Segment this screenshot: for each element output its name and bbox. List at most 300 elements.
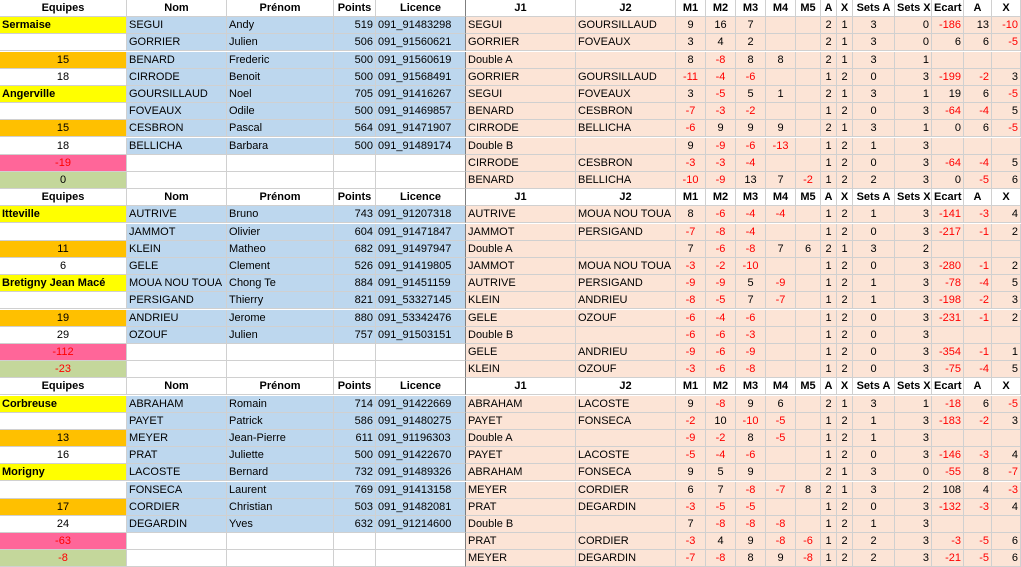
cell-m3[interactable]: 2 [736, 34, 766, 51]
cell-equipes[interactable]: -19 [0, 155, 127, 172]
cell-m2[interactable]: -8 [706, 52, 736, 69]
cell-nom[interactable]: GOURSILLAUD [127, 86, 227, 103]
cell-nom[interactable]: FONSECA [127, 482, 227, 499]
cell-sets-x[interactable]: 3 [895, 275, 932, 292]
cell-m3[interactable]: -4 [736, 206, 766, 223]
cell-m5[interactable] [796, 86, 821, 103]
cell-nom[interactable]: JAMMOT [127, 224, 227, 241]
cell-m1[interactable]: -3 [676, 499, 706, 516]
cell-j1[interactable]: GORRIER [466, 34, 576, 51]
cell-m4[interactable] [766, 310, 796, 327]
cell-sets-x[interactable]: 3 [895, 550, 932, 567]
cell-m4[interactable] [766, 224, 796, 241]
cell-a[interactable]: 1 [821, 155, 837, 172]
cell-prenom[interactable]: Chong Te [227, 275, 334, 292]
cell-licence[interactable]: 091_91471907 [376, 120, 466, 137]
cell-j1[interactable]: PRAT [466, 499, 576, 516]
cell-j2[interactable]: PERSIGAND [576, 275, 676, 292]
cell-a[interactable]: 1 [821, 361, 837, 378]
cell-x2[interactable]: -3 [992, 482, 1021, 499]
cell-m1[interactable]: 9 [676, 138, 706, 155]
cell-ecart[interactable] [932, 138, 964, 155]
cell-prenom[interactable]: Julien [227, 34, 334, 51]
cell-sets-a[interactable]: 3 [853, 34, 895, 51]
cell-prenom[interactable]: Matheo [227, 241, 334, 258]
cell-a[interactable]: 1 [821, 447, 837, 464]
cell-licence[interactable]: 091_91471847 [376, 224, 466, 241]
cell-ecart[interactable] [932, 52, 964, 69]
cell-licence[interactable] [376, 361, 466, 378]
cell-m2[interactable]: -6 [706, 361, 736, 378]
cell-a[interactable]: 1 [821, 275, 837, 292]
cell-j1[interactable]: KLEIN [466, 361, 576, 378]
cell-sets-x[interactable]: 3 [895, 447, 932, 464]
cell-a[interactable]: 2 [821, 241, 837, 258]
cell-points[interactable] [334, 172, 376, 189]
cell-equipes[interactable] [0, 224, 127, 241]
cell-ecart[interactable]: -18 [932, 396, 964, 413]
cell-equipes[interactable]: 6 [0, 258, 127, 275]
cell-sets-a[interactable]: 1 [853, 516, 895, 533]
cell-points[interactable]: 714 [334, 396, 376, 413]
cell-j1[interactable]: BENARD [466, 172, 576, 189]
cell-m2[interactable]: -6 [706, 327, 736, 344]
cell-sets-x[interactable]: 3 [895, 258, 932, 275]
cell-nom[interactable]: ANDRIEU [127, 310, 227, 327]
cell-j2[interactable]: DEGARDIN [576, 550, 676, 567]
cell-nom[interactable] [127, 155, 227, 172]
cell-m3[interactable]: -5 [736, 499, 766, 516]
cell-sets-x[interactable]: 3 [895, 344, 932, 361]
cell-nom[interactable]: GORRIER [127, 34, 227, 51]
cell-prenom[interactable] [227, 344, 334, 361]
cell-equipes[interactable] [0, 413, 127, 430]
cell-prenom[interactable]: Barbara [227, 138, 334, 155]
cell-ecart[interactable]: -183 [932, 413, 964, 430]
cell-m4[interactable]: -7 [766, 482, 796, 499]
cell-a[interactable]: 1 [821, 430, 837, 447]
cell-x[interactable]: 1 [837, 396, 853, 413]
cell-ecart[interactable]: -132 [932, 499, 964, 516]
cell-sets-a[interactable]: 2 [853, 172, 895, 189]
cell-m3[interactable]: 9 [736, 464, 766, 481]
cell-j2[interactable]: LACOSTE [576, 396, 676, 413]
cell-points[interactable]: 503 [334, 499, 376, 516]
cell-j1[interactable]: Double B [466, 138, 576, 155]
cell-nom[interactable] [127, 361, 227, 378]
cell-m3[interactable]: 5 [736, 86, 766, 103]
cell-equipes[interactable]: Morigny [0, 464, 127, 481]
cell-points[interactable]: 611 [334, 430, 376, 447]
cell-m3[interactable]: -8 [736, 241, 766, 258]
cell-prenom[interactable]: Odile [227, 103, 334, 120]
cell-ecart[interactable]: 108 [932, 482, 964, 499]
cell-sets-a[interactable]: 0 [853, 499, 895, 516]
cell-m1[interactable]: -9 [676, 275, 706, 292]
cell-j1[interactable]: ABRAHAM [466, 464, 576, 481]
cell-m1[interactable]: -6 [676, 310, 706, 327]
cell-a[interactable]: 1 [821, 172, 837, 189]
cell-points[interactable]: 757 [334, 327, 376, 344]
cell-licence[interactable]: 091_91482081 [376, 499, 466, 516]
cell-a2[interactable] [964, 138, 992, 155]
cell-prenom[interactable]: Noel [227, 86, 334, 103]
cell-x2[interactable]: 5 [992, 155, 1021, 172]
cell-ecart[interactable]: -3 [932, 533, 964, 550]
cell-nom[interactable] [127, 172, 227, 189]
cell-m4[interactable] [766, 327, 796, 344]
cell-licence[interactable]: 091_53342476 [376, 310, 466, 327]
cell-x2[interactable]: 1 [992, 344, 1021, 361]
cell-equipes[interactable]: 13 [0, 430, 127, 447]
cell-m3[interactable]: 9 [736, 533, 766, 550]
cell-points[interactable]: 682 [334, 241, 376, 258]
cell-points[interactable] [334, 361, 376, 378]
cell-a2[interactable]: -4 [964, 103, 992, 120]
cell-x[interactable]: 2 [837, 206, 853, 223]
cell-ecart[interactable]: 0 [932, 172, 964, 189]
cell-a[interactable]: 1 [821, 413, 837, 430]
cell-a2[interactable]: -3 [964, 206, 992, 223]
cell-points[interactable]: 743 [334, 206, 376, 223]
cell-nom[interactable]: AUTRIVE [127, 206, 227, 223]
cell-j1[interactable]: SEGUI [466, 86, 576, 103]
cell-sets-a[interactable]: 0 [853, 327, 895, 344]
cell-a2[interactable]: -1 [964, 258, 992, 275]
cell-licence[interactable]: 091_91489174 [376, 138, 466, 155]
cell-licence[interactable]: 091_91451159 [376, 275, 466, 292]
cell-m5[interactable] [796, 52, 821, 69]
cell-sets-a[interactable]: 3 [853, 86, 895, 103]
cell-a[interactable]: 1 [821, 103, 837, 120]
cell-sets-a[interactable]: 1 [853, 275, 895, 292]
cell-x[interactable]: 2 [837, 413, 853, 430]
cell-equipes[interactable]: 19 [0, 310, 127, 327]
cell-a2[interactable]: 13 [964, 17, 992, 34]
cell-sets-a[interactable]: 3 [853, 464, 895, 481]
cell-m1[interactable]: 9 [676, 17, 706, 34]
cell-m4[interactable] [766, 103, 796, 120]
cell-sets-x[interactable]: 1 [895, 120, 932, 137]
cell-a[interactable]: 2 [821, 52, 837, 69]
cell-m2[interactable]: -8 [706, 550, 736, 567]
cell-j1[interactable]: Double A [466, 241, 576, 258]
cell-a2[interactable]: -4 [964, 275, 992, 292]
cell-prenom[interactable]: Patrick [227, 413, 334, 430]
cell-a2[interactable]: -5 [964, 533, 992, 550]
cell-x2[interactable]: 6 [992, 533, 1021, 550]
cell-sets-x[interactable]: 3 [895, 155, 932, 172]
cell-sets-a[interactable]: 2 [853, 550, 895, 567]
cell-m5[interactable] [796, 447, 821, 464]
cell-x[interactable]: 1 [837, 17, 853, 34]
cell-ecart[interactable]: 19 [932, 86, 964, 103]
cell-m4[interactable] [766, 258, 796, 275]
cell-j2[interactable]: CESBRON [576, 103, 676, 120]
cell-ecart[interactable]: -64 [932, 103, 964, 120]
cell-licence[interactable] [376, 172, 466, 189]
cell-m3[interactable]: 9 [736, 396, 766, 413]
cell-a[interactable]: 1 [821, 69, 837, 86]
cell-x[interactable]: 1 [837, 120, 853, 137]
cell-j2[interactable]: FOVEAUX [576, 34, 676, 51]
cell-prenom[interactable]: Clement [227, 258, 334, 275]
cell-sets-x[interactable]: 3 [895, 172, 932, 189]
cell-equipes[interactable]: Sermaise [0, 17, 127, 34]
cell-m2[interactable]: -4 [706, 69, 736, 86]
cell-m5[interactable] [796, 499, 821, 516]
cell-a2[interactable] [964, 52, 992, 69]
cell-a2[interactable]: -2 [964, 69, 992, 86]
cell-m5[interactable]: 6 [796, 241, 821, 258]
cell-sets-x[interactable]: 3 [895, 292, 932, 309]
cell-nom[interactable]: CIRRODE [127, 69, 227, 86]
cell-m5[interactable]: -8 [796, 550, 821, 567]
cell-m1[interactable]: -3 [676, 533, 706, 550]
cell-prenom[interactable]: Olivier [227, 224, 334, 241]
cell-a[interactable]: 1 [821, 206, 837, 223]
cell-j1[interactable]: BENARD [466, 103, 576, 120]
cell-sets-a[interactable]: 1 [853, 413, 895, 430]
cell-x2[interactable] [992, 241, 1021, 258]
cell-m4[interactable] [766, 344, 796, 361]
cell-sets-a[interactable]: 0 [853, 361, 895, 378]
cell-sets-a[interactable]: 2 [853, 533, 895, 550]
cell-points[interactable] [334, 550, 376, 567]
cell-prenom[interactable]: Christian [227, 499, 334, 516]
cell-a[interactable]: 1 [821, 344, 837, 361]
cell-ecart[interactable]: -280 [932, 258, 964, 275]
cell-m4[interactable]: -8 [766, 516, 796, 533]
cell-m1[interactable]: -7 [676, 550, 706, 567]
cell-sets-x[interactable]: 3 [895, 361, 932, 378]
cell-m5[interactable] [796, 310, 821, 327]
cell-m1[interactable]: -6 [676, 327, 706, 344]
cell-m2[interactable]: -9 [706, 275, 736, 292]
cell-points[interactable]: 586 [334, 413, 376, 430]
cell-j2[interactable] [576, 327, 676, 344]
cell-x[interactable]: 2 [837, 69, 853, 86]
cell-equipes[interactable]: 18 [0, 138, 127, 155]
cell-licence[interactable]: 091_91560619 [376, 52, 466, 69]
cell-equipes[interactable]: Corbreuse [0, 396, 127, 413]
cell-m5[interactable] [796, 206, 821, 223]
cell-equipes[interactable] [0, 482, 127, 499]
cell-m2[interactable]: 4 [706, 34, 736, 51]
cell-m5[interactable] [796, 344, 821, 361]
cell-sets-a[interactable]: 0 [853, 155, 895, 172]
cell-m4[interactable] [766, 34, 796, 51]
cell-sets-a[interactable]: 0 [853, 258, 895, 275]
cell-equipes[interactable]: -23 [0, 361, 127, 378]
cell-j1[interactable]: CIRRODE [466, 120, 576, 137]
cell-ecart[interactable]: -141 [932, 206, 964, 223]
cell-ecart[interactable]: -146 [932, 447, 964, 464]
cell-m3[interactable]: -8 [736, 361, 766, 378]
cell-m1[interactable]: -2 [676, 413, 706, 430]
cell-m3[interactable]: 5 [736, 275, 766, 292]
cell-nom[interactable]: PAYET [127, 413, 227, 430]
cell-m4[interactable] [766, 17, 796, 34]
cell-x2[interactable]: 3 [992, 413, 1021, 430]
cell-m4[interactable]: -7 [766, 292, 796, 309]
cell-prenom[interactable]: Juliette [227, 447, 334, 464]
cell-ecart[interactable]: -199 [932, 69, 964, 86]
cell-x2[interactable]: 5 [992, 361, 1021, 378]
cell-nom[interactable]: SEGUI [127, 17, 227, 34]
cell-j1[interactable]: Double B [466, 516, 576, 533]
cell-equipes[interactable]: -63 [0, 533, 127, 550]
cell-points[interactable] [334, 344, 376, 361]
cell-a[interactable]: 1 [821, 292, 837, 309]
cell-nom[interactable]: MEYER [127, 430, 227, 447]
cell-m4[interactable]: -13 [766, 138, 796, 155]
cell-points[interactable]: 604 [334, 224, 376, 241]
cell-x2[interactable]: 4 [992, 206, 1021, 223]
cell-a2[interactable] [964, 430, 992, 447]
cell-equipes[interactable] [0, 292, 127, 309]
cell-ecart[interactable]: -21 [932, 550, 964, 567]
cell-m5[interactable]: -2 [796, 172, 821, 189]
cell-licence[interactable] [376, 155, 466, 172]
cell-sets-x[interactable]: 3 [895, 103, 932, 120]
cell-sets-a[interactable]: 1 [853, 292, 895, 309]
cell-licence[interactable]: 091_91489326 [376, 464, 466, 481]
cell-m3[interactable]: -9 [736, 344, 766, 361]
cell-m1[interactable]: -3 [676, 155, 706, 172]
cell-m3[interactable]: -8 [736, 516, 766, 533]
cell-m2[interactable]: -6 [706, 206, 736, 223]
cell-licence[interactable]: 091_91214600 [376, 516, 466, 533]
cell-ecart[interactable] [932, 327, 964, 344]
cell-m2[interactable]: 16 [706, 17, 736, 34]
cell-x2[interactable]: 3 [992, 69, 1021, 86]
cell-ecart[interactable]: 0 [932, 120, 964, 137]
cell-equipes[interactable]: 15 [0, 120, 127, 137]
cell-j1[interactable]: PAYET [466, 447, 576, 464]
cell-prenom[interactable]: Bernard [227, 464, 334, 481]
cell-a2[interactable]: -1 [964, 224, 992, 241]
cell-x2[interactable] [992, 52, 1021, 69]
cell-m5[interactable] [796, 327, 821, 344]
cell-j1[interactable]: GORRIER [466, 69, 576, 86]
cell-m3[interactable]: -6 [736, 69, 766, 86]
cell-m5[interactable] [796, 224, 821, 241]
cell-j2[interactable]: FONSECA [576, 413, 676, 430]
cell-a2[interactable]: -1 [964, 344, 992, 361]
cell-sets-a[interactable]: 1 [853, 206, 895, 223]
cell-sets-x[interactable]: 3 [895, 69, 932, 86]
cell-j2[interactable]: ANDRIEU [576, 344, 676, 361]
cell-m4[interactable]: -5 [766, 430, 796, 447]
cell-points[interactable]: 500 [334, 69, 376, 86]
cell-sets-a[interactable]: 0 [853, 447, 895, 464]
cell-m1[interactable]: 9 [676, 464, 706, 481]
cell-j2[interactable]: ANDRIEU [576, 292, 676, 309]
cell-m3[interactable]: 9 [736, 120, 766, 137]
cell-m2[interactable]: -8 [706, 224, 736, 241]
cell-x[interactable]: 2 [837, 533, 853, 550]
cell-m1[interactable]: -11 [676, 69, 706, 86]
cell-licence[interactable]: 091_91497947 [376, 241, 466, 258]
cell-j2[interactable]: OZOUF [576, 310, 676, 327]
cell-x[interactable]: 2 [837, 258, 853, 275]
cell-m2[interactable]: -2 [706, 430, 736, 447]
cell-m2[interactable]: 10 [706, 413, 736, 430]
cell-x2[interactable]: -7 [992, 464, 1021, 481]
cell-x[interactable]: 2 [837, 430, 853, 447]
cell-j2[interactable]: LACOSTE [576, 447, 676, 464]
cell-m2[interactable]: 7 [706, 482, 736, 499]
cell-x2[interactable]: 4 [992, 447, 1021, 464]
cell-a2[interactable]: -4 [964, 361, 992, 378]
cell-licence[interactable]: 091_91503151 [376, 327, 466, 344]
cell-m3[interactable]: 7 [736, 292, 766, 309]
cell-j1[interactable]: JAMMOT [466, 258, 576, 275]
cell-sets-x[interactable]: 0 [895, 17, 932, 34]
cell-equipes[interactable]: Bretigny Jean Macé [0, 275, 127, 292]
cell-a2[interactable]: -5 [964, 172, 992, 189]
cell-m1[interactable]: 3 [676, 86, 706, 103]
cell-a[interactable]: 2 [821, 464, 837, 481]
cell-m5[interactable] [796, 413, 821, 430]
cell-x[interactable]: 2 [837, 447, 853, 464]
cell-m4[interactable]: 6 [766, 396, 796, 413]
cell-a[interactable]: 2 [821, 86, 837, 103]
cell-m3[interactable]: -4 [736, 224, 766, 241]
cell-points[interactable]: 519 [334, 17, 376, 34]
cell-m1[interactable]: -9 [676, 344, 706, 361]
cell-j2[interactable] [576, 138, 676, 155]
cell-j1[interactable]: MEYER [466, 482, 576, 499]
cell-m1[interactable]: -5 [676, 447, 706, 464]
cell-m5[interactable] [796, 275, 821, 292]
cell-m5[interactable] [796, 120, 821, 137]
cell-m4[interactable]: 9 [766, 550, 796, 567]
cell-j1[interactable]: SEGUI [466, 17, 576, 34]
cell-a[interactable]: 2 [821, 34, 837, 51]
cell-a2[interactable]: -1 [964, 310, 992, 327]
cell-equipes[interactable] [0, 103, 127, 120]
cell-m1[interactable]: -10 [676, 172, 706, 189]
cell-x[interactable]: 2 [837, 516, 853, 533]
cell-m4[interactable] [766, 464, 796, 481]
cell-a2[interactable]: -3 [964, 499, 992, 516]
cell-points[interactable]: 500 [334, 138, 376, 155]
cell-m3[interactable]: -6 [736, 138, 766, 155]
cell-j2[interactable]: BELLICHA [576, 172, 676, 189]
cell-m1[interactable]: -3 [676, 361, 706, 378]
cell-a[interactable]: 2 [821, 17, 837, 34]
cell-a2[interactable] [964, 241, 992, 258]
cell-a[interactable]: 2 [821, 396, 837, 413]
cell-m2[interactable]: 4 [706, 533, 736, 550]
cell-m2[interactable]: -4 [706, 310, 736, 327]
cell-x2[interactable]: 2 [992, 258, 1021, 275]
cell-a2[interactable] [964, 327, 992, 344]
cell-x2[interactable]: 5 [992, 275, 1021, 292]
cell-m2[interactable]: -6 [706, 344, 736, 361]
cell-m2[interactable]: -5 [706, 86, 736, 103]
cell-ecart[interactable]: 6 [932, 34, 964, 51]
cell-m2[interactable]: -6 [706, 241, 736, 258]
cell-j1[interactable]: GELE [466, 310, 576, 327]
cell-m1[interactable]: 7 [676, 516, 706, 533]
cell-x2[interactable]: 6 [992, 550, 1021, 567]
cell-m3[interactable]: -2 [736, 103, 766, 120]
cell-m2[interactable]: 9 [706, 120, 736, 137]
cell-x2[interactable] [992, 327, 1021, 344]
